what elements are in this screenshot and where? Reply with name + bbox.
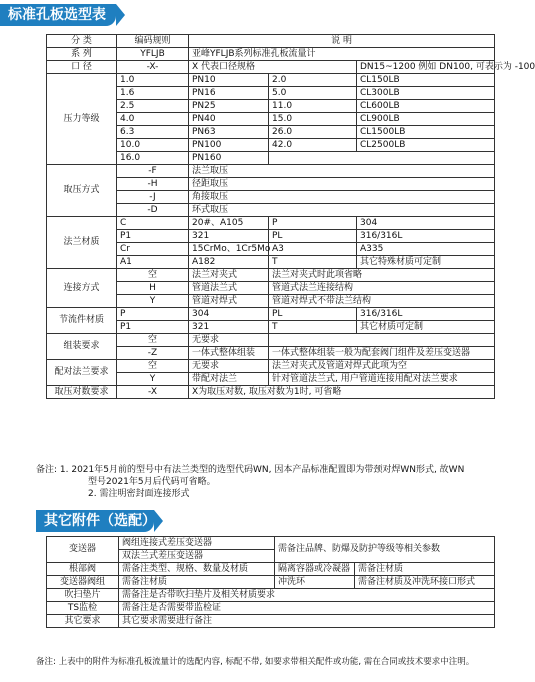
cell: 6.3: [117, 126, 189, 139]
cell: Cr: [117, 243, 189, 256]
selection-table: [46, 34, 535, 399]
cell: 需备注类型、规格、数量及材质: [119, 563, 275, 576]
cell: A3: [269, 243, 357, 256]
cell: 42.0: [269, 139, 357, 152]
code-cell: H: [117, 282, 189, 295]
table-row: [47, 74, 495, 87]
code-cell: -F: [117, 165, 189, 178]
section-header-selection: [0, 4, 116, 26]
desc-cell: X 代表口径规格: [189, 61, 357, 74]
cell: 1.6: [117, 87, 189, 100]
header-description: 说 明: [189, 35, 495, 48]
accessories-table: [46, 536, 495, 628]
row-label: 根部阀: [47, 563, 119, 576]
cell: 26.0: [269, 126, 357, 139]
cell: [269, 152, 495, 165]
table-row: [47, 563, 495, 576]
cell: PN16: [189, 87, 269, 100]
cell: 无要求: [189, 360, 269, 373]
note-line: 备注: 1. 2021年5月前的型号中有法兰类型的选型代码WN, 因本产品标准配置即为带颈对焊WN形式, 故WN: [36, 465, 465, 475]
cell: 15.0: [269, 113, 357, 126]
table-row: [47, 360, 495, 373]
cell: 需备注材质及冲洗环接口形式: [355, 576, 495, 589]
row-label: 连接方式: [47, 269, 117, 308]
cell: 管道对焊式不带法兰结构: [269, 295, 495, 308]
note-line: 型号2021年5月后代码可省略。: [88, 477, 216, 487]
note-line: 备注: 上表中的附件为标准孔板流量计的选配内容, 标配不带, 如要求带相关配件或功能, 需在合同或技术要求中注明。: [36, 657, 475, 667]
code-cell: Y: [117, 295, 189, 308]
section-title: 标准孔板选型表: [8, 7, 106, 23]
cell: T: [269, 256, 357, 269]
row-label: 口 径: [47, 61, 117, 74]
table-row: [47, 615, 495, 628]
table-row: [47, 537, 495, 550]
cell: 304: [357, 217, 495, 230]
code-cell: -J: [117, 191, 189, 204]
cell: 阀组连接式差压变送器: [119, 537, 275, 550]
cell: 2.5: [117, 100, 189, 113]
cell: CL600LB: [357, 100, 495, 113]
cell: A335: [357, 243, 495, 256]
table-row: [47, 576, 495, 589]
row-label: 节流件材质: [47, 308, 117, 334]
cell: 一体式整体组装: [189, 347, 269, 360]
cell: P1: [117, 230, 189, 243]
cell: 1.0: [117, 74, 189, 87]
cell: 管道式法兰连接结构: [269, 282, 495, 295]
cell: 2.0: [269, 74, 357, 87]
row-label: 系 列: [47, 48, 117, 61]
row-label: 其它要求: [47, 615, 119, 628]
cell: 304: [189, 308, 269, 321]
cell: 5.0: [269, 87, 357, 100]
cell: A1: [117, 256, 189, 269]
table-row: [47, 334, 495, 347]
cell: 冲洗环: [275, 576, 355, 589]
code-cell: -Z: [117, 347, 189, 360]
code-cell: -X-: [117, 61, 189, 74]
cell: PN160: [189, 152, 269, 165]
cell: 隔离容器或冷凝器: [275, 563, 355, 576]
notes-block: [36, 464, 516, 500]
cell: 321: [189, 230, 269, 243]
code-cell: -X: [117, 386, 189, 399]
header-arrow-decoration: [154, 510, 163, 532]
code-cell: Y: [117, 373, 189, 386]
cell: P1: [117, 321, 189, 334]
cell: 需备注材质: [355, 563, 495, 576]
row-label: 法兰材质: [47, 217, 117, 269]
cell: 20#、A105: [189, 217, 269, 230]
section-title: 其它附件（选配）: [44, 513, 156, 529]
cell: 16.0: [117, 152, 189, 165]
code-cell: -H: [117, 178, 189, 191]
row-label: 压力等级: [47, 74, 117, 165]
cell: 管道法兰式: [189, 282, 269, 295]
cell: PN63: [189, 126, 269, 139]
cell: PN10: [189, 74, 269, 87]
table-row: [47, 386, 495, 399]
row-label: 变送器阀组: [47, 576, 119, 589]
table-row: [47, 165, 495, 178]
note-line: 2. 需注明密封面连接形式: [88, 489, 190, 499]
cell: CL2500LB: [357, 139, 495, 152]
cell: PL: [269, 308, 357, 321]
row-label: 配对法兰要求: [47, 360, 117, 386]
example-cell: DN15~1200 例如 DN100, 可表示为 -100: [357, 61, 495, 74]
table-row: [47, 589, 495, 602]
desc-cell: 需备注品牌、防爆及防护等级等相关参数: [275, 537, 495, 563]
cell: 法兰对夹式: [189, 269, 269, 282]
row-label: 组装要求: [47, 334, 117, 360]
cell: CL1500LB: [357, 126, 495, 139]
cell: 316/316L: [357, 308, 495, 321]
table-row: [47, 61, 495, 74]
cell: 法兰对夹式及管道对焊式此项为空: [269, 360, 495, 373]
cell: C: [117, 217, 189, 230]
code-cell: 空: [117, 269, 189, 282]
cell: PN40: [189, 113, 269, 126]
desc-cell: 其它要求需要进行备注: [119, 615, 495, 628]
code-cell: -D: [117, 204, 189, 217]
row-label: 变送器: [47, 537, 119, 563]
code-cell: YFLJB: [117, 48, 189, 61]
cell: 一体式整体组装一般为配套阀门组件及差压变送器: [269, 347, 495, 360]
cell: 无要求: [189, 334, 269, 347]
desc-cell: 亚峰YFLJB系列标准孔板流量计: [189, 48, 495, 61]
cell: 321: [189, 321, 269, 334]
notes-block-accessories: [36, 656, 524, 668]
cell: 针对管道法兰式, 用户管道连接用配对法兰要求: [269, 373, 495, 386]
cell: 带配对法兰: [189, 373, 269, 386]
cell: CL900LB: [357, 113, 495, 126]
cell: CL150LB: [357, 74, 495, 87]
cell: PL: [269, 230, 357, 243]
cell: 10.0: [117, 139, 189, 152]
desc-cell: 径距取压: [189, 178, 495, 191]
table-header-row: [47, 35, 495, 48]
cell: P: [269, 217, 357, 230]
cell: [269, 334, 495, 347]
cell: 4.0: [117, 113, 189, 126]
cell: A182: [189, 256, 269, 269]
desc-cell: X为取压对数, 取压对数为1时, 可省略: [189, 386, 495, 399]
table-row: [47, 602, 495, 615]
header-arrow-decoration: [116, 4, 125, 26]
table-row: [47, 308, 495, 321]
table-row: [47, 48, 495, 61]
row-label: 取压对数要求: [47, 386, 117, 399]
desc-cell: 法兰取压: [189, 165, 495, 178]
cell: 其它材质可定制: [357, 321, 495, 334]
cell: 316/316L: [357, 230, 495, 243]
code-cell: 空: [117, 360, 189, 373]
desc-cell: 环式取压: [189, 204, 495, 217]
section-header-accessories: [36, 510, 154, 532]
cell: P: [117, 308, 189, 321]
desc-cell: 需备注是否需要带监检证: [119, 602, 495, 615]
row-label: 吹扫垫片: [47, 589, 119, 602]
table-row: [47, 217, 495, 230]
cell: 双法兰式差压变送器: [119, 550, 275, 563]
cell: 法兰对夹式时此项省略: [269, 269, 495, 282]
cell: CL300LB: [357, 87, 495, 100]
cell: PN25: [189, 100, 269, 113]
desc-cell: 需备注是否带吹扫垫片及相关材质要求: [119, 589, 495, 602]
cell: 管道对焊式: [189, 295, 269, 308]
row-label: 取压方式: [47, 165, 117, 217]
code-cell: 空: [117, 334, 189, 347]
cell: PN100: [189, 139, 269, 152]
cell: 11.0: [269, 100, 357, 113]
cell: T: [269, 321, 357, 334]
header-category: 分 类: [47, 35, 117, 48]
cell: 15CrMo、1Cr5Mo: [189, 243, 269, 256]
header-code-rule: 编码规则: [117, 35, 189, 48]
row-label: TS监检: [47, 602, 119, 615]
table-row: [47, 269, 495, 282]
cell: 需备注材质: [119, 576, 275, 589]
desc-cell: 角接取压: [189, 191, 495, 204]
cell: 其它特殊材质可定制: [357, 256, 495, 269]
